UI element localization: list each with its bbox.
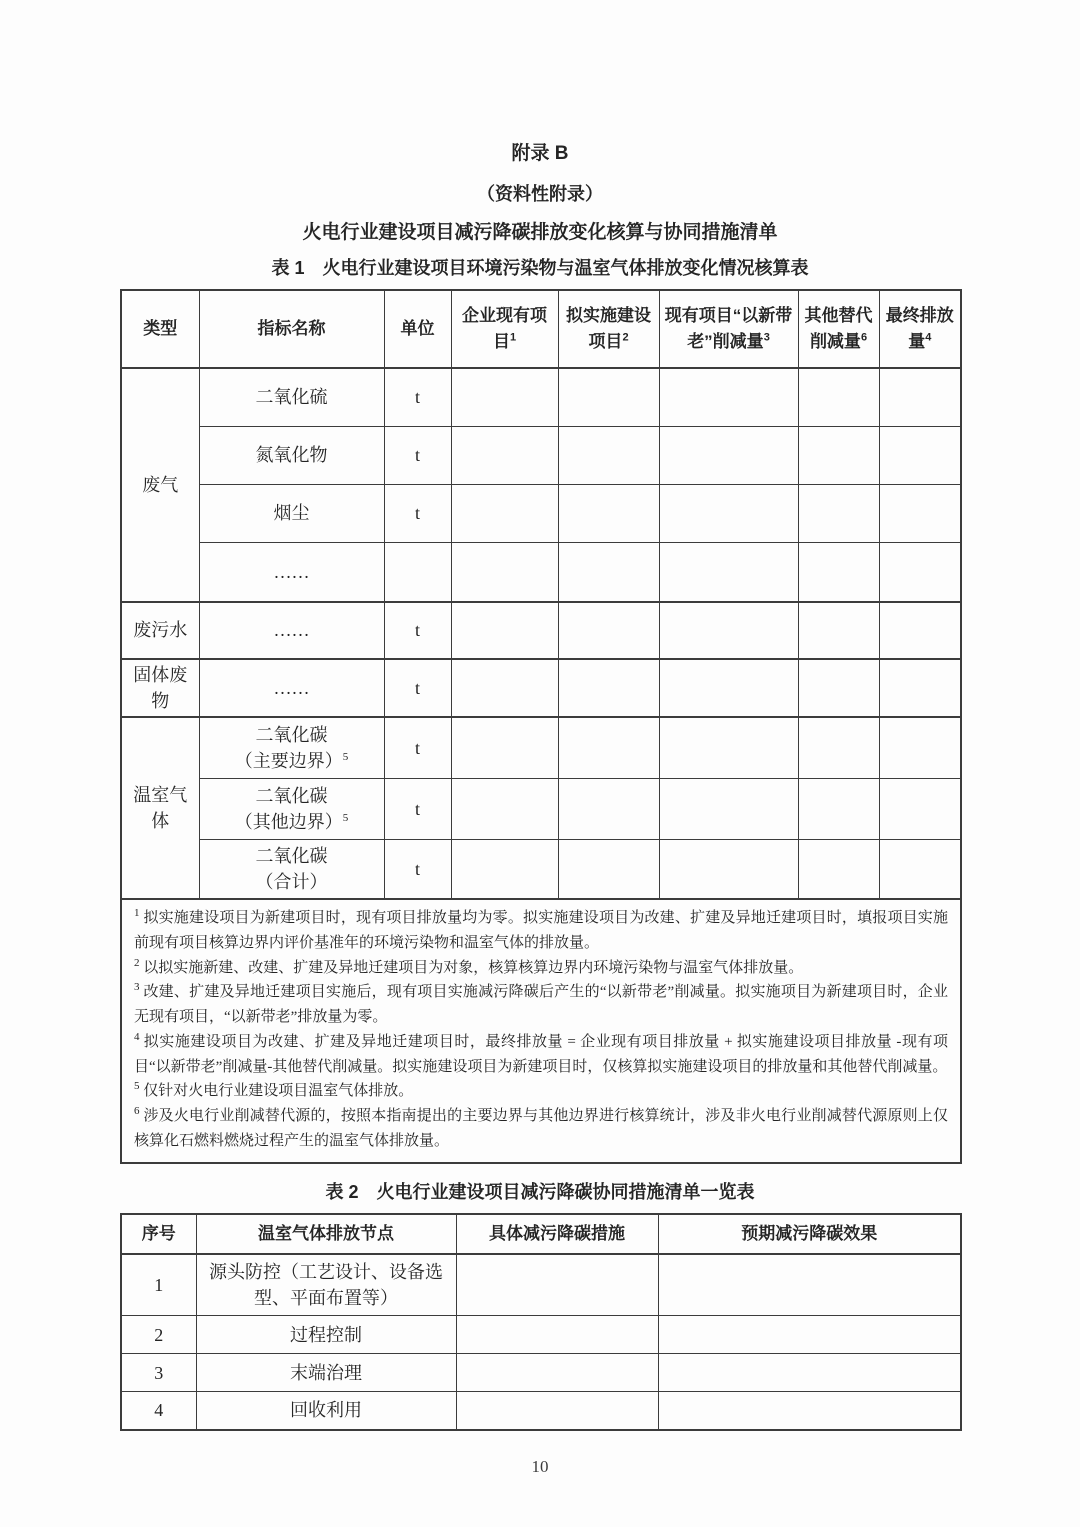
empty-cell xyxy=(558,484,659,542)
table1-caption: 表 1 火电行业建设项目环境污染物与温室气体排放变化情况核算表 xyxy=(271,258,809,278)
empty-cell xyxy=(659,602,798,659)
row-group-solid-waste: 固体废物 xyxy=(121,659,199,717)
row-group-wastewater: 废污水 xyxy=(121,602,199,659)
empty-cell xyxy=(798,602,879,659)
unit-cell: t xyxy=(384,839,451,899)
empty-cell xyxy=(558,368,659,426)
empty-cell xyxy=(558,839,659,899)
empty-cell xyxy=(451,778,558,839)
empty-cell xyxy=(659,839,798,899)
empty-cell xyxy=(451,368,558,426)
empty-cell xyxy=(451,839,558,899)
table-row xyxy=(121,542,961,602)
col-type: 类型 xyxy=(121,290,199,368)
table-row xyxy=(121,717,961,778)
empty-cell xyxy=(456,1392,658,1430)
empty-cell xyxy=(798,368,879,426)
col-unit: 单位 xyxy=(384,290,451,368)
node-cell: 源头防控（工艺设计、设备选型、平面布置等） xyxy=(196,1254,456,1316)
indicator-name-cell: 烟尘 xyxy=(199,484,384,542)
col-expected-effect: 预期减污降碳效果 xyxy=(658,1214,961,1254)
footnote-item: $^1$ 拟实施建设项目为新建项目时，现有项目排放量均为零。拟实施建设项目为改建、扩建及异地迁建项目时，填报项目实施前现有项目核算边界内评价基准年的环境污染物和温室气体的排放量。 xyxy=(134,907,948,951)
empty-cell xyxy=(659,542,798,602)
empty-cell xyxy=(659,484,798,542)
index-cell: 4 xyxy=(121,1392,196,1430)
table-row xyxy=(121,1392,961,1430)
table1-footnotes xyxy=(121,899,961,1163)
node-cell: 末端治理 xyxy=(196,1354,456,1392)
unit-cell: t xyxy=(384,717,451,778)
empty-cell xyxy=(879,542,961,602)
table-row xyxy=(121,1354,961,1392)
table2-header-row xyxy=(121,1214,961,1254)
empty-cell xyxy=(879,778,961,839)
table-row xyxy=(121,1254,961,1316)
empty-cell xyxy=(798,839,879,899)
empty-cell xyxy=(451,426,558,484)
empty-cell xyxy=(879,717,961,778)
indicator-name-cell: …… xyxy=(199,659,384,717)
empty-cell xyxy=(659,659,798,717)
empty-cell xyxy=(558,426,659,484)
table-row xyxy=(121,659,961,717)
table1-emission-accounting xyxy=(120,289,962,1164)
table2-measures-list xyxy=(120,1213,962,1431)
table-row xyxy=(121,839,961,899)
footnote-item: $^5$ 仅针对火电行业建设项目温室气体排放。 xyxy=(134,1080,414,1100)
col-replace-old-reduction: 现有项目“以新带老”削减量$^3$ xyxy=(659,290,798,368)
unit-cell: t xyxy=(384,426,451,484)
empty-cell xyxy=(798,778,879,839)
empty-cell xyxy=(798,542,879,602)
indicator-name-cell: 二氧化碳 （合计） xyxy=(199,839,384,899)
indicator-name-cell: 二氧化碳 （主要边界）$^5$ xyxy=(199,717,384,778)
indicator-name-cell: …… xyxy=(199,602,384,659)
appendix-type-label: （资料性附录） xyxy=(477,184,603,204)
empty-cell xyxy=(879,484,961,542)
indicator-name-cell: 二氧化硫 xyxy=(199,368,384,426)
indicator-name-cell: …… xyxy=(199,542,384,602)
col-other-substitute-reduction: 其他替代削减量$^6$ xyxy=(798,290,879,368)
empty-cell xyxy=(659,717,798,778)
empty-cell xyxy=(451,484,558,542)
empty-cell xyxy=(558,542,659,602)
empty-cell xyxy=(879,659,961,717)
empty-cell xyxy=(798,426,879,484)
node-cell: 过程控制 xyxy=(196,1316,456,1354)
empty-cell xyxy=(798,717,879,778)
empty-cell xyxy=(558,659,659,717)
col-final-emission: 最终排放量$^4$ xyxy=(879,290,961,368)
unit-cell xyxy=(384,542,451,602)
table-row xyxy=(121,602,961,659)
col-existing-project: 企业现有项目$^1$ xyxy=(451,290,558,368)
empty-cell xyxy=(558,602,659,659)
empty-cell xyxy=(451,659,558,717)
row-group-waste-gas: 废气 xyxy=(121,368,199,602)
empty-cell xyxy=(879,368,961,426)
table-row xyxy=(121,426,961,484)
empty-cell xyxy=(659,778,798,839)
indicator-name-cell: 二氧化碳 （其他边界）$^5$ xyxy=(199,778,384,839)
table1-header-row xyxy=(121,290,961,368)
empty-cell xyxy=(451,717,558,778)
footnote-item: $^2$ 以拟实施新建、改建、扩建及异地迁建项目为对象，核算核算边界内环境污染物与温室气体排放量。 xyxy=(134,956,804,976)
index-cell: 1 xyxy=(121,1254,196,1316)
empty-cell xyxy=(658,1392,961,1430)
empty-cell xyxy=(558,778,659,839)
col-specific-measures: 具体减污降碳措施 xyxy=(456,1214,658,1254)
empty-cell xyxy=(451,542,558,602)
unit-cell: t xyxy=(384,659,451,717)
empty-cell xyxy=(558,717,659,778)
empty-cell xyxy=(879,602,961,659)
empty-cell xyxy=(879,426,961,484)
col-indicator-name: 指标名称 xyxy=(199,290,384,368)
node-cell: 回收利用 xyxy=(196,1392,456,1430)
table-row xyxy=(121,778,961,839)
table1-footnotes-row xyxy=(121,899,961,1163)
table-row xyxy=(121,368,961,426)
empty-cell xyxy=(879,839,961,899)
empty-cell xyxy=(798,484,879,542)
empty-cell xyxy=(456,1316,658,1354)
page-number: 10 xyxy=(531,1456,549,1476)
index-cell: 3 xyxy=(121,1354,196,1392)
row-group-greenhouse-gas: 温室气体 xyxy=(121,717,199,899)
table-row xyxy=(121,484,961,542)
empty-cell xyxy=(659,426,798,484)
col-proposed-project: 拟实施建设项目$^2$ xyxy=(558,290,659,368)
table-row xyxy=(121,1316,961,1354)
appendix-title: 附录 B xyxy=(511,143,569,164)
unit-cell: t xyxy=(384,368,451,426)
col-ghg-emission-node: 温室气体排放节点 xyxy=(196,1214,456,1254)
empty-cell xyxy=(456,1354,658,1392)
empty-cell xyxy=(798,659,879,717)
document-title: 火电行业建设项目减污降碳排放变化核算与协同措施清单 xyxy=(302,222,778,243)
empty-cell xyxy=(456,1254,658,1316)
table2-caption: 表 2 火电行业建设项目减污降碳协同措施清单一览表 xyxy=(325,1181,755,1202)
unit-cell: t xyxy=(384,602,451,659)
unit-cell: t xyxy=(384,484,451,542)
empty-cell xyxy=(451,602,558,659)
index-cell: 2 xyxy=(121,1316,196,1354)
footnote-item: $^6$ 涉及火电行业削减替代源的，按照本指南提出的主要边界与其他边界进行核算统计，涉及非火电行业削减替代源原则上仅核算化石燃料燃烧过程产生的温室气体排放量。 xyxy=(134,1105,948,1149)
empty-cell xyxy=(658,1316,961,1354)
footnote-item: $^4$ 拟实施建设项目为改建、扩建及异地迁建项目时，最终排放量 = 企业现有项目排放量 + 拟实施建设项目排放量 -现有项目“以新带老”削减量-其他替代削减量。拟实施建设项目为新建项目时，仅核算拟实施建设项目的排放量和其他替代削减量。 xyxy=(134,1030,948,1075)
indicator-name-cell: 氮氧化物 xyxy=(199,426,384,484)
empty-cell xyxy=(658,1254,961,1316)
footnote-item: $^3$ 改建、扩建及异地迁建项目实施后，现有项目实施减污降碳后产生的“以新带老”削减量。拟实施项目为新建项目时，企业无现有项目，“以新带老”排放量为零。 xyxy=(134,981,949,1026)
empty-cell xyxy=(659,368,798,426)
col-index: 序号 xyxy=(121,1214,196,1254)
empty-cell xyxy=(658,1354,961,1392)
unit-cell: t xyxy=(384,778,451,839)
